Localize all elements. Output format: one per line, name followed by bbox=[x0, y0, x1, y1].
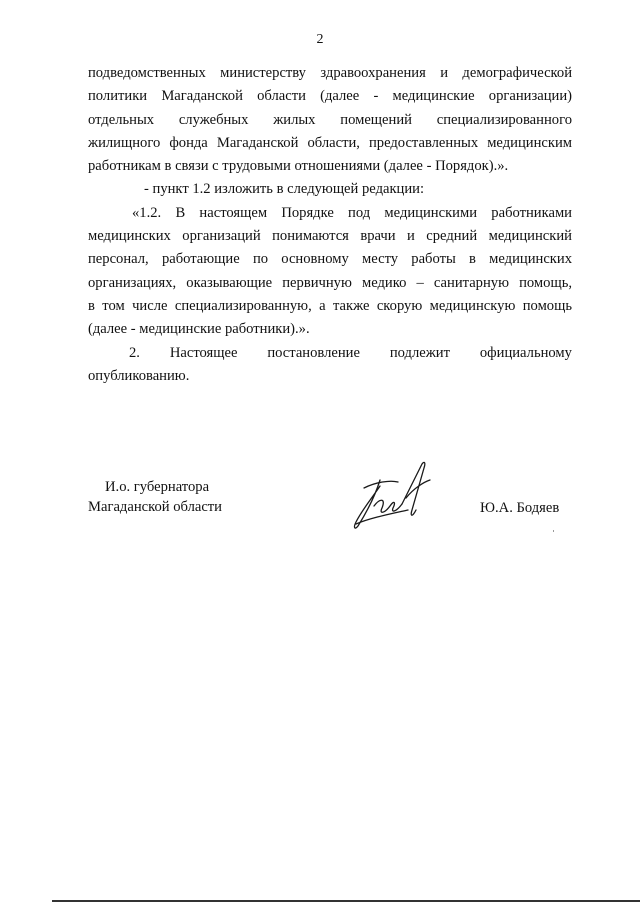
paragraph-3-line-1 bbox=[88, 342, 572, 365]
paragraph-2-line-3: персонал, работающие по основному месту работы в медицинских bbox=[88, 251, 572, 268]
paragraph-3-line-2: опубликованию. bbox=[88, 367, 190, 384]
paragraph-1-line-1: подведомственных министерству здравоохранения и демографической bbox=[88, 65, 572, 81]
paragraph-2-line-6: (далее - медицинские работники).». bbox=[88, 321, 310, 338]
document-body bbox=[88, 62, 572, 388]
paragraph-1-line-5: работникам в связи с трудовыми отношениями (далее - Порядок).». bbox=[88, 158, 509, 175]
paragraph-2-line-1: «1.2. В настоящем Порядке под медицинскими работниками bbox=[132, 204, 572, 221]
bottom-edge-line bbox=[52, 900, 640, 902]
page-number: 2 bbox=[316, 32, 324, 47]
paragraph-3-number: 2. bbox=[129, 344, 140, 361]
paragraph-3-word: подлежит bbox=[389, 344, 450, 361]
signatory-position: И.о. губернатора bbox=[105, 479, 210, 495]
paragraph-3-word: постановление bbox=[267, 344, 360, 361]
signatory-region: Магаданской области bbox=[88, 499, 222, 515]
paragraph-1-line-2: политики Магаданской области (далее - медицинские организации) bbox=[88, 88, 572, 105]
paragraph-1-line-4: жилищного фонда Магаданской области, предоставленных медицинским bbox=[88, 134, 572, 151]
paragraph-1-line-3: отдельных служебных жилых помещений специализированного bbox=[88, 111, 572, 128]
paragraph-3-word: официальному bbox=[479, 344, 572, 361]
signatory-name: Ю.А. Бодяев bbox=[480, 500, 560, 516]
paragraph-2-line-4: организациях, оказывающие первичную медико – санитарную помощь, bbox=[88, 274, 572, 291]
amendment-instruction: - пункт 1.2 изложить в следующей редакции: bbox=[144, 181, 425, 198]
signatory-title bbox=[88, 477, 222, 517]
paragraph-3-word: Настоящее bbox=[169, 344, 238, 361]
paragraph-2-line-5: в том числе специализированную, а также скорую медицинскую помощь bbox=[88, 297, 572, 314]
handwritten-signature bbox=[346, 458, 436, 536]
scan-speck bbox=[553, 530, 554, 532]
paragraph-2-line-2: медицинских организаций понимаются врачи и средний медицинский bbox=[88, 228, 572, 245]
